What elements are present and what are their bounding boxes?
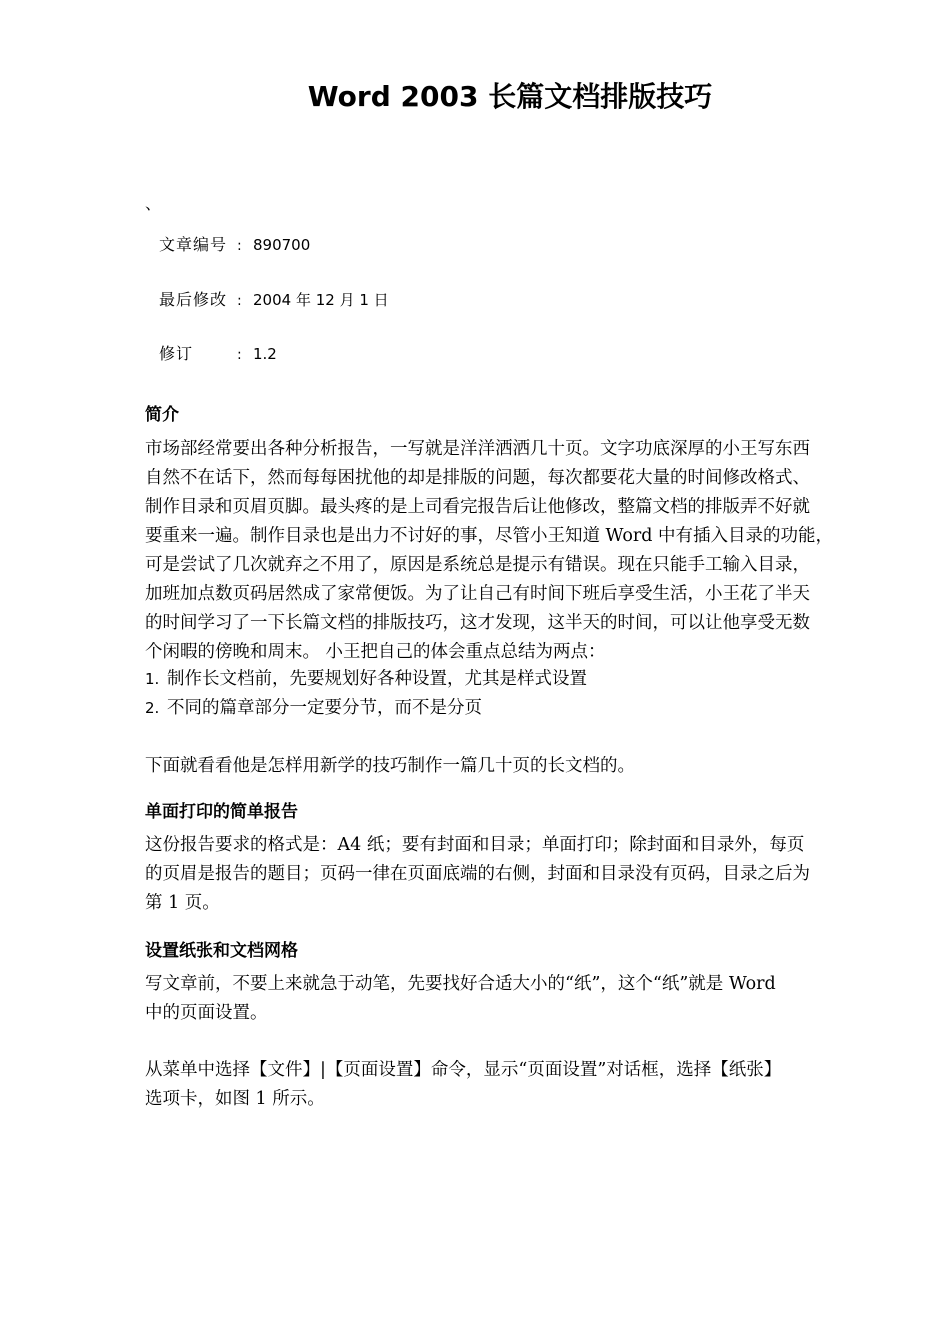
paragraph-line: 的时间学习了一下长篇文档的排版技巧，这才发现，这半天的时间，可以让他享受无数 — [145, 613, 810, 633]
meta-value: 1.2 — [253, 345, 277, 363]
list-text: 制作长文档前，先要规划好各种设置，尤其是样式设置 — [167, 669, 587, 689]
meta-colon: : — [237, 293, 242, 309]
section-heading-paper: 设置纸张和文档网格 — [145, 941, 298, 961]
paragraph-line: 这份报告要求的格式是：A4 纸；要有封面和目录；单面打印；除封面和目录外，每页 — [145, 835, 805, 855]
list-item — [145, 694, 482, 723]
paragraph-line: 从菜单中选择【文件】|【页面设置】命令，显示“页面设置”对话框，选择【纸张】 — [145, 1060, 782, 1080]
intro-paragraph — [145, 435, 885, 667]
meta-label: 文章编号 — [159, 235, 228, 254]
list-item — [145, 665, 587, 694]
list-text: 不同的篇章部分一定要分节，而不是分页 — [167, 698, 482, 718]
paragraph-line: 可是尝试了几次就弃之不用了，原因是系统总是提示有错误。现在只能手工输入目录， — [145, 555, 810, 575]
meta-value: 2004 年 12 月 1 日 — [253, 291, 389, 309]
paragraph-line: 中的页面设置。 — [145, 1003, 268, 1023]
stray-punctuation-mark: 、 — [145, 194, 162, 213]
paragraph-line: 制作目录和页眉页脚。最头疼的是上司看完报告后让他修改，整篇文档的排版弄不好就 — [145, 497, 810, 517]
paragraph-line: 下面就看看他是怎样用新学的技巧制作一篇几十页的长文档的。 — [145, 756, 635, 776]
list-number: 2. — [145, 699, 160, 717]
paragraph-line: 个闲暇的傍晚和周末。 小王把自己的体会重点总结为两点： — [145, 642, 606, 662]
meta-row-revision — [159, 343, 277, 366]
meta-colon: : — [237, 347, 242, 363]
meta-colon: : — [237, 238, 242, 254]
paragraph-line: 选项卡，如图 1 所示。 — [145, 1089, 325, 1109]
meta-row-article-id — [159, 234, 310, 257]
paragraph-line: 的页眉是报告的题目；页码一律在页面底端的右侧，封面和目录没有页码，目录之后为 — [145, 864, 810, 884]
paragraph-line: 市场部经常要出各种分析报告，一写就是洋洋洒洒几十页。文字功底深厚的小王写东西 — [145, 439, 810, 459]
section-heading-report: 单面打印的简单报告 — [145, 802, 298, 822]
paper-paragraph — [145, 970, 885, 1028]
paragraph-line: 自然不在话下，然而每每困扰他的却是排版的问题，每次都要花大量的时间修改格式、 — [145, 468, 810, 488]
section-heading-intro: 简介 — [145, 405, 179, 425]
meta-row-last-modified — [159, 289, 389, 312]
list-number: 1. — [145, 670, 160, 688]
page-setup-paragraph — [145, 1056, 885, 1114]
paragraph-line: 加班加点数页码居然成了家常便饭。为了让自己有时间下班后享受生活，小王花了半天 — [145, 584, 810, 604]
paragraph-line: 写文章前，不要上来就急于动笔，先要找好合适大小的“纸”，这个“纸”就是 Word — [145, 974, 776, 994]
paragraph-line: 要重来一遍。制作目录也是出力不讨好的事，尽管小王知道 Word 中有插入目录的功能， — [145, 526, 834, 546]
report-paragraph — [145, 831, 885, 918]
intro-closing-paragraph — [145, 752, 885, 781]
meta-label: 最后修改 — [159, 290, 228, 309]
document-title: Word 2003 长篇文档排版技巧 — [307, 80, 713, 113]
meta-label: 修订 — [159, 344, 194, 363]
meta-value: 890700 — [253, 236, 311, 254]
paragraph-line: 第 1 页。 — [145, 893, 220, 913]
